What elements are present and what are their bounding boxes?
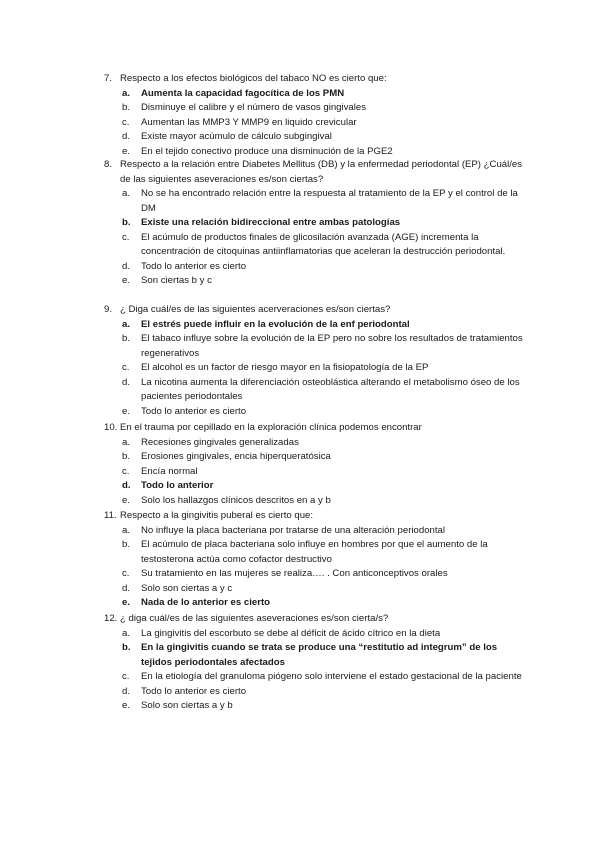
option-text: No se ha encontrado relación entre la respuesta al tratamiento de la EP y el control de la DM [141,188,518,214]
option-d [104,582,524,597]
question-text: ¿ Diga cuál/es de las siguientes acerveraciones es/son ciertas? [120,304,391,315]
option-letter: b. [122,333,131,344]
question-10 [104,421,524,508]
question-7 [104,72,524,159]
question-text: Respecto a la gingivitis puberal es cierto que: [120,510,314,521]
option-text: Solo son ciertas a y b [141,700,233,711]
option-text: Aumenta la capacidad fagocítica de los PMN [141,87,345,99]
option-e [104,405,524,420]
option-c [104,670,524,685]
option-text: Todo lo anterior es cierto [141,405,247,417]
question-12 [104,612,524,714]
option-b [104,216,524,231]
option-c [104,567,524,582]
option-a [104,627,524,642]
option-list [104,318,524,420]
option-text: El alcohol es un factor de riesgo mayor en la fisiopatología de la EP [141,362,429,373]
option-text: Disminuye el calibre y el número de vasos gingivales [141,102,367,113]
option-letter: d. [122,582,131,594]
option-text: En la etiología del granuloma piógeno solo interviene el estado gestacional de la paciente [141,671,522,682]
option-list [104,87,524,160]
option-letter: d. [122,685,131,697]
option-d [104,130,524,145]
option-e [104,145,524,160]
option-d [104,376,524,405]
option-a [104,436,524,451]
option-letter: e. [122,494,131,506]
question-number: 7. [104,73,113,84]
option-d [104,260,524,275]
question-number: 9. [104,304,113,315]
question-stem [104,158,524,187]
option-letter: b. [122,217,131,228]
option-a [104,187,524,216]
option-text: Solo los hallazgos clínicos descritos en a y b [141,494,331,506]
option-e [104,596,524,611]
option-c [104,361,524,376]
option-letter: a. [122,318,131,330]
option-c [104,231,524,260]
option-text: Existe mayor acúmulo de cálculo subgingival [141,131,332,142]
option-b [104,332,524,361]
option-c [104,116,524,131]
option-letter: d. [122,480,131,491]
question-stem [104,421,524,436]
option-text: Su tratamiento en las mujeres se realiza…. . Con anticonceptivos orales [141,568,448,579]
option-text: En la gingivitis cuando se trata se produce una “restitutio ad integrum” de los tejidos periodontales afectados [141,642,498,668]
option-text: Recesiones gingivales generalizadas [141,436,299,448]
question-9 [104,303,524,419]
option-letter: a. [122,627,131,639]
option-letter: c. [122,671,130,682]
option-list [104,187,524,289]
option-text: La gingivitis del escorbuto se debe al déficit de ácido cítrico en la dieta [141,627,441,639]
option-b [104,101,524,116]
option-b [104,538,524,567]
option-text: En el tejido conectivo produce una disminución de la PGE2 [141,145,393,157]
question-text: En el trauma por cepillado en la exploración clínica podemos encontrar [120,422,422,433]
option-list [104,627,524,714]
question-stem [104,612,524,627]
question-text: Respecto a los efectos biológicos del tabaco NO es cierto que: [120,73,387,84]
option-text: El tabaco influye sobre la evolución de la EP pero no sobre los resultados de tratamientos regenerativos [141,333,523,359]
option-text: Nada de lo anterior es cierto [141,597,271,608]
option-e [104,699,524,714]
option-text: La nicotina aumenta la diferenciación osteoblástica alterando el metabolismo óseo de los pacientes periodontales [141,376,520,402]
option-letter: b. [122,642,131,653]
option-text: El estrés puede influir en la evolución de la enf periodontal [141,318,410,330]
option-a [104,87,524,102]
question-number: 10. [104,422,118,433]
option-letter: a. [122,188,131,199]
option-a [104,318,524,333]
question-11 [104,509,524,611]
option-d [104,479,524,494]
option-letter: d. [122,260,131,272]
option-a [104,524,524,539]
option-d [104,685,524,700]
option-letter: c. [122,362,130,373]
option-letter: b. [122,102,131,113]
option-e [104,274,524,289]
option-letter: b. [122,539,131,550]
option-text: Todo lo anterior es cierto [141,685,247,697]
question-number: 11. [104,510,117,521]
option-text: Erosiones gingivales, encia hiperqueratósica [141,451,331,462]
option-c [104,465,524,480]
option-text: Todo lo anterior es cierto [141,260,247,272]
option-text: Solo son ciertas a y c [141,582,233,594]
question-8 [104,158,524,289]
option-e [104,494,524,509]
option-list [104,436,524,509]
option-text: No influye la placa bacteriana por tratarse de una alteración periodontal [141,524,445,536]
question-stem [104,72,524,87]
question-text: Respecto a la relación entre Diabetes Mellitus (DB) y la enfermedad periodontal (EP) ¿Cuál/es de las siguientes aseveraciones es/son ciertas? [120,159,523,185]
option-letter: c. [122,116,130,128]
option-letter: a. [122,436,131,448]
option-letter: e. [122,405,131,417]
question-stem [104,303,524,318]
question-number: 8. [104,159,113,170]
option-letter: e. [122,275,131,286]
option-text: Existe una relación bidireccional entre ambas patologías [141,217,401,228]
option-text: Aumentan las MMP3 Y MMP9 en liquido crevicular [141,116,357,128]
option-letter: d. [122,131,131,142]
option-letter: c. [122,465,130,477]
question-number: 12. [104,613,118,624]
option-text: El acúmulo de productos finales de glicosilación avanzada (AGE) incrementa la concentración de citoquinas antiinflamatorias que aceleran la destrucción periodontal. [141,231,506,257]
option-letter: e. [122,597,131,608]
option-text: Todo lo anterior [141,480,214,491]
option-letter: d. [122,376,131,388]
option-letter: e. [122,145,131,157]
option-b [104,450,524,465]
option-list [104,524,524,611]
option-b [104,641,524,670]
option-letter: b. [122,451,131,462]
option-letter: a. [122,87,131,99]
option-letter: c. [122,231,130,243]
option-text: Encía normal [141,465,198,477]
option-letter: e. [122,700,131,711]
option-letter: c. [122,568,130,579]
option-letter: a. [122,524,131,536]
option-text: Son ciertas b y c [141,275,212,286]
option-text: El acúmulo de placa bacteriana solo influye en hombres por que el aumento de la testosterona actúa como cofactor destructivo [141,539,488,565]
question-stem [104,509,524,524]
question-text: ¿ diga cuál/es de las siguientes aseveraciones es/son cierta/s? [120,613,389,624]
